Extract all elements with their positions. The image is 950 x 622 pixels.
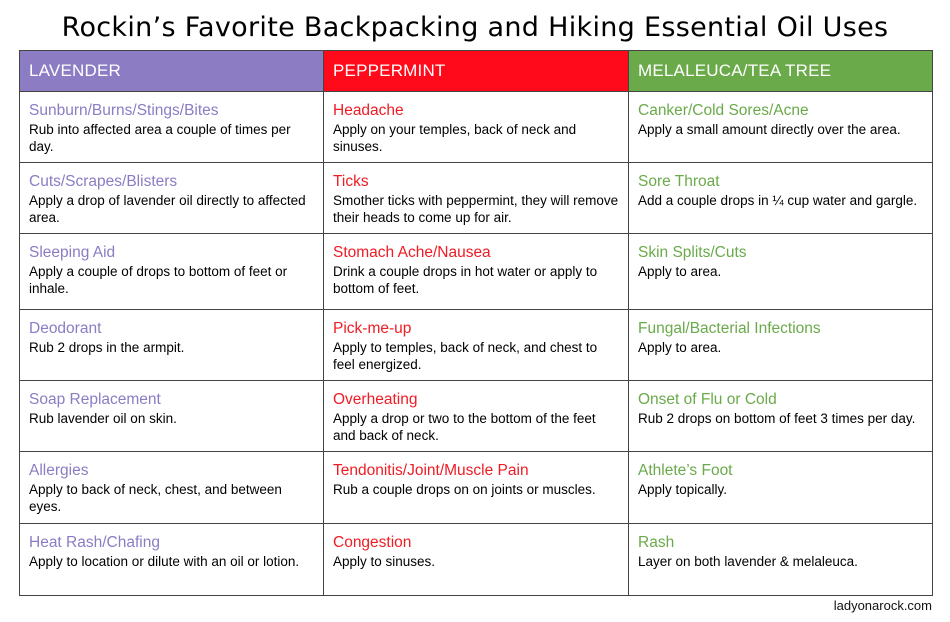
table-cell-peppermint: [324, 310, 629, 381]
use-name: Athlete’s Foot: [638, 462, 733, 479]
table-row: [20, 310, 933, 381]
table-cell-lavender: [20, 381, 324, 452]
use-name: Soap Replacement: [29, 391, 161, 408]
use-description: Apply to sinuses.: [333, 554, 436, 569]
use-description: Apply a small amount directly over the area.: [638, 122, 901, 137]
table-cell-peppermint: [324, 524, 629, 596]
use-description: Apply a couple of drops to bottom of feet or inhale.: [29, 264, 288, 296]
use-name: Allergies: [29, 462, 89, 479]
use-description: Rub 2 drops on bottom of feet 3 times per day.: [638, 411, 916, 426]
table-cell-peppermint: [324, 163, 629, 234]
use-description: Drink a couple drops in hot water or apply to bottom of feet.: [333, 264, 598, 296]
table-cell-lavender: [20, 234, 324, 310]
use-description: Apply a drop or two to the bottom of the feet and back of neck.: [333, 411, 596, 443]
oil-uses-table: [19, 50, 933, 596]
use-name: Congestion: [333, 534, 412, 551]
use-description: Apply to back of neck, chest, and between eyes.: [29, 482, 282, 514]
table-cell-lavender: [20, 92, 324, 163]
use-name: Sunburn/Burns/Stings/Bites: [29, 102, 219, 119]
use-name: Overheating: [333, 391, 418, 408]
use-description: Apply to area.: [638, 264, 722, 279]
table-cell-peppermint: [324, 381, 629, 452]
use-name: Deodorant: [29, 320, 102, 337]
use-description: Smother ticks with peppermint, they will remove their heads to come up for air.: [333, 193, 619, 225]
use-description: Apply a drop of lavender oil directly to affected area.: [29, 193, 306, 225]
table-cell-lavender: [20, 452, 324, 524]
use-description: Layer on both lavender & melaleuca.: [638, 554, 858, 569]
table-row: [20, 381, 933, 452]
use-description: Apply to temples, back of neck, and chest to feel energized.: [333, 340, 598, 372]
use-description: Rub a couple drops on on joints or muscles.: [333, 482, 596, 497]
page-title: Rockin’s Favorite Backpacking and Hiking Essential Oil Uses: [61, 12, 889, 43]
table-cell-melaleuca: [629, 310, 933, 381]
table-cell-melaleuca: [629, 163, 933, 234]
use-name: Heat Rash/Chafing: [29, 534, 160, 551]
table-header-row: [20, 51, 933, 92]
use-description: Apply topically.: [638, 482, 728, 497]
use-name: Tendonitis/Joint/Muscle Pain: [333, 462, 529, 479]
use-description: Rub lavender oil on skin.: [29, 411, 177, 426]
table-row: [20, 452, 933, 524]
use-description: Rub 2 drops in the armpit.: [29, 340, 185, 355]
table-cell-lavender: [20, 163, 324, 234]
use-name: Skin Splits/Cuts: [638, 244, 747, 261]
use-name: Stomach Ache/Nausea: [333, 244, 491, 261]
table-cell-melaleuca: [629, 524, 933, 596]
use-description: Add a couple drops in ¼ cup water and gargle.: [638, 193, 918, 208]
use-name: Sore Throat: [638, 173, 720, 190]
table-row: [20, 234, 933, 310]
table-row: [20, 163, 933, 234]
table-cell-lavender: [20, 310, 324, 381]
use-name: Fungal/Bacterial Infections: [638, 320, 821, 337]
header-peppermint: PEPPERMINT: [324, 51, 629, 92]
use-name: Cuts/Scrapes/Blisters: [29, 173, 178, 190]
table-body: [20, 92, 933, 596]
use-name: Sleeping Aid: [29, 244, 116, 261]
table-cell-peppermint: [324, 452, 629, 524]
use-description: Apply on your temples, back of neck and sinuses.: [333, 122, 577, 154]
table-cell-melaleuca: [629, 92, 933, 163]
table-cell-melaleuca: [629, 452, 933, 524]
table-row: [20, 92, 933, 163]
site-credit: ladyonarock.com: [833, 598, 932, 613]
table-cell-melaleuca: [629, 381, 933, 452]
table-cell-peppermint: [324, 234, 629, 310]
use-name: Pick-me-up: [333, 320, 412, 337]
header-lavender: LAVENDER: [20, 51, 324, 92]
table-cell-peppermint: [324, 92, 629, 163]
use-name: Onset of Flu or Cold: [638, 391, 777, 408]
use-description: Apply to area.: [638, 340, 722, 355]
use-name: Ticks: [333, 173, 369, 190]
use-name: Canker/Cold Sores/Acne: [638, 102, 809, 119]
use-description: Rub into affected area a couple of times per day.: [29, 122, 291, 154]
table-cell-lavender: [20, 524, 324, 596]
table-cell-melaleuca: [629, 234, 933, 310]
header-melaleuca: MELALEUCA/TEA TREE: [629, 51, 933, 92]
use-name: Rash: [638, 534, 675, 551]
table-row: [20, 524, 933, 596]
use-description: Apply to location or dilute with an oil or lotion.: [29, 554, 300, 569]
use-name: Headache: [333, 102, 404, 119]
